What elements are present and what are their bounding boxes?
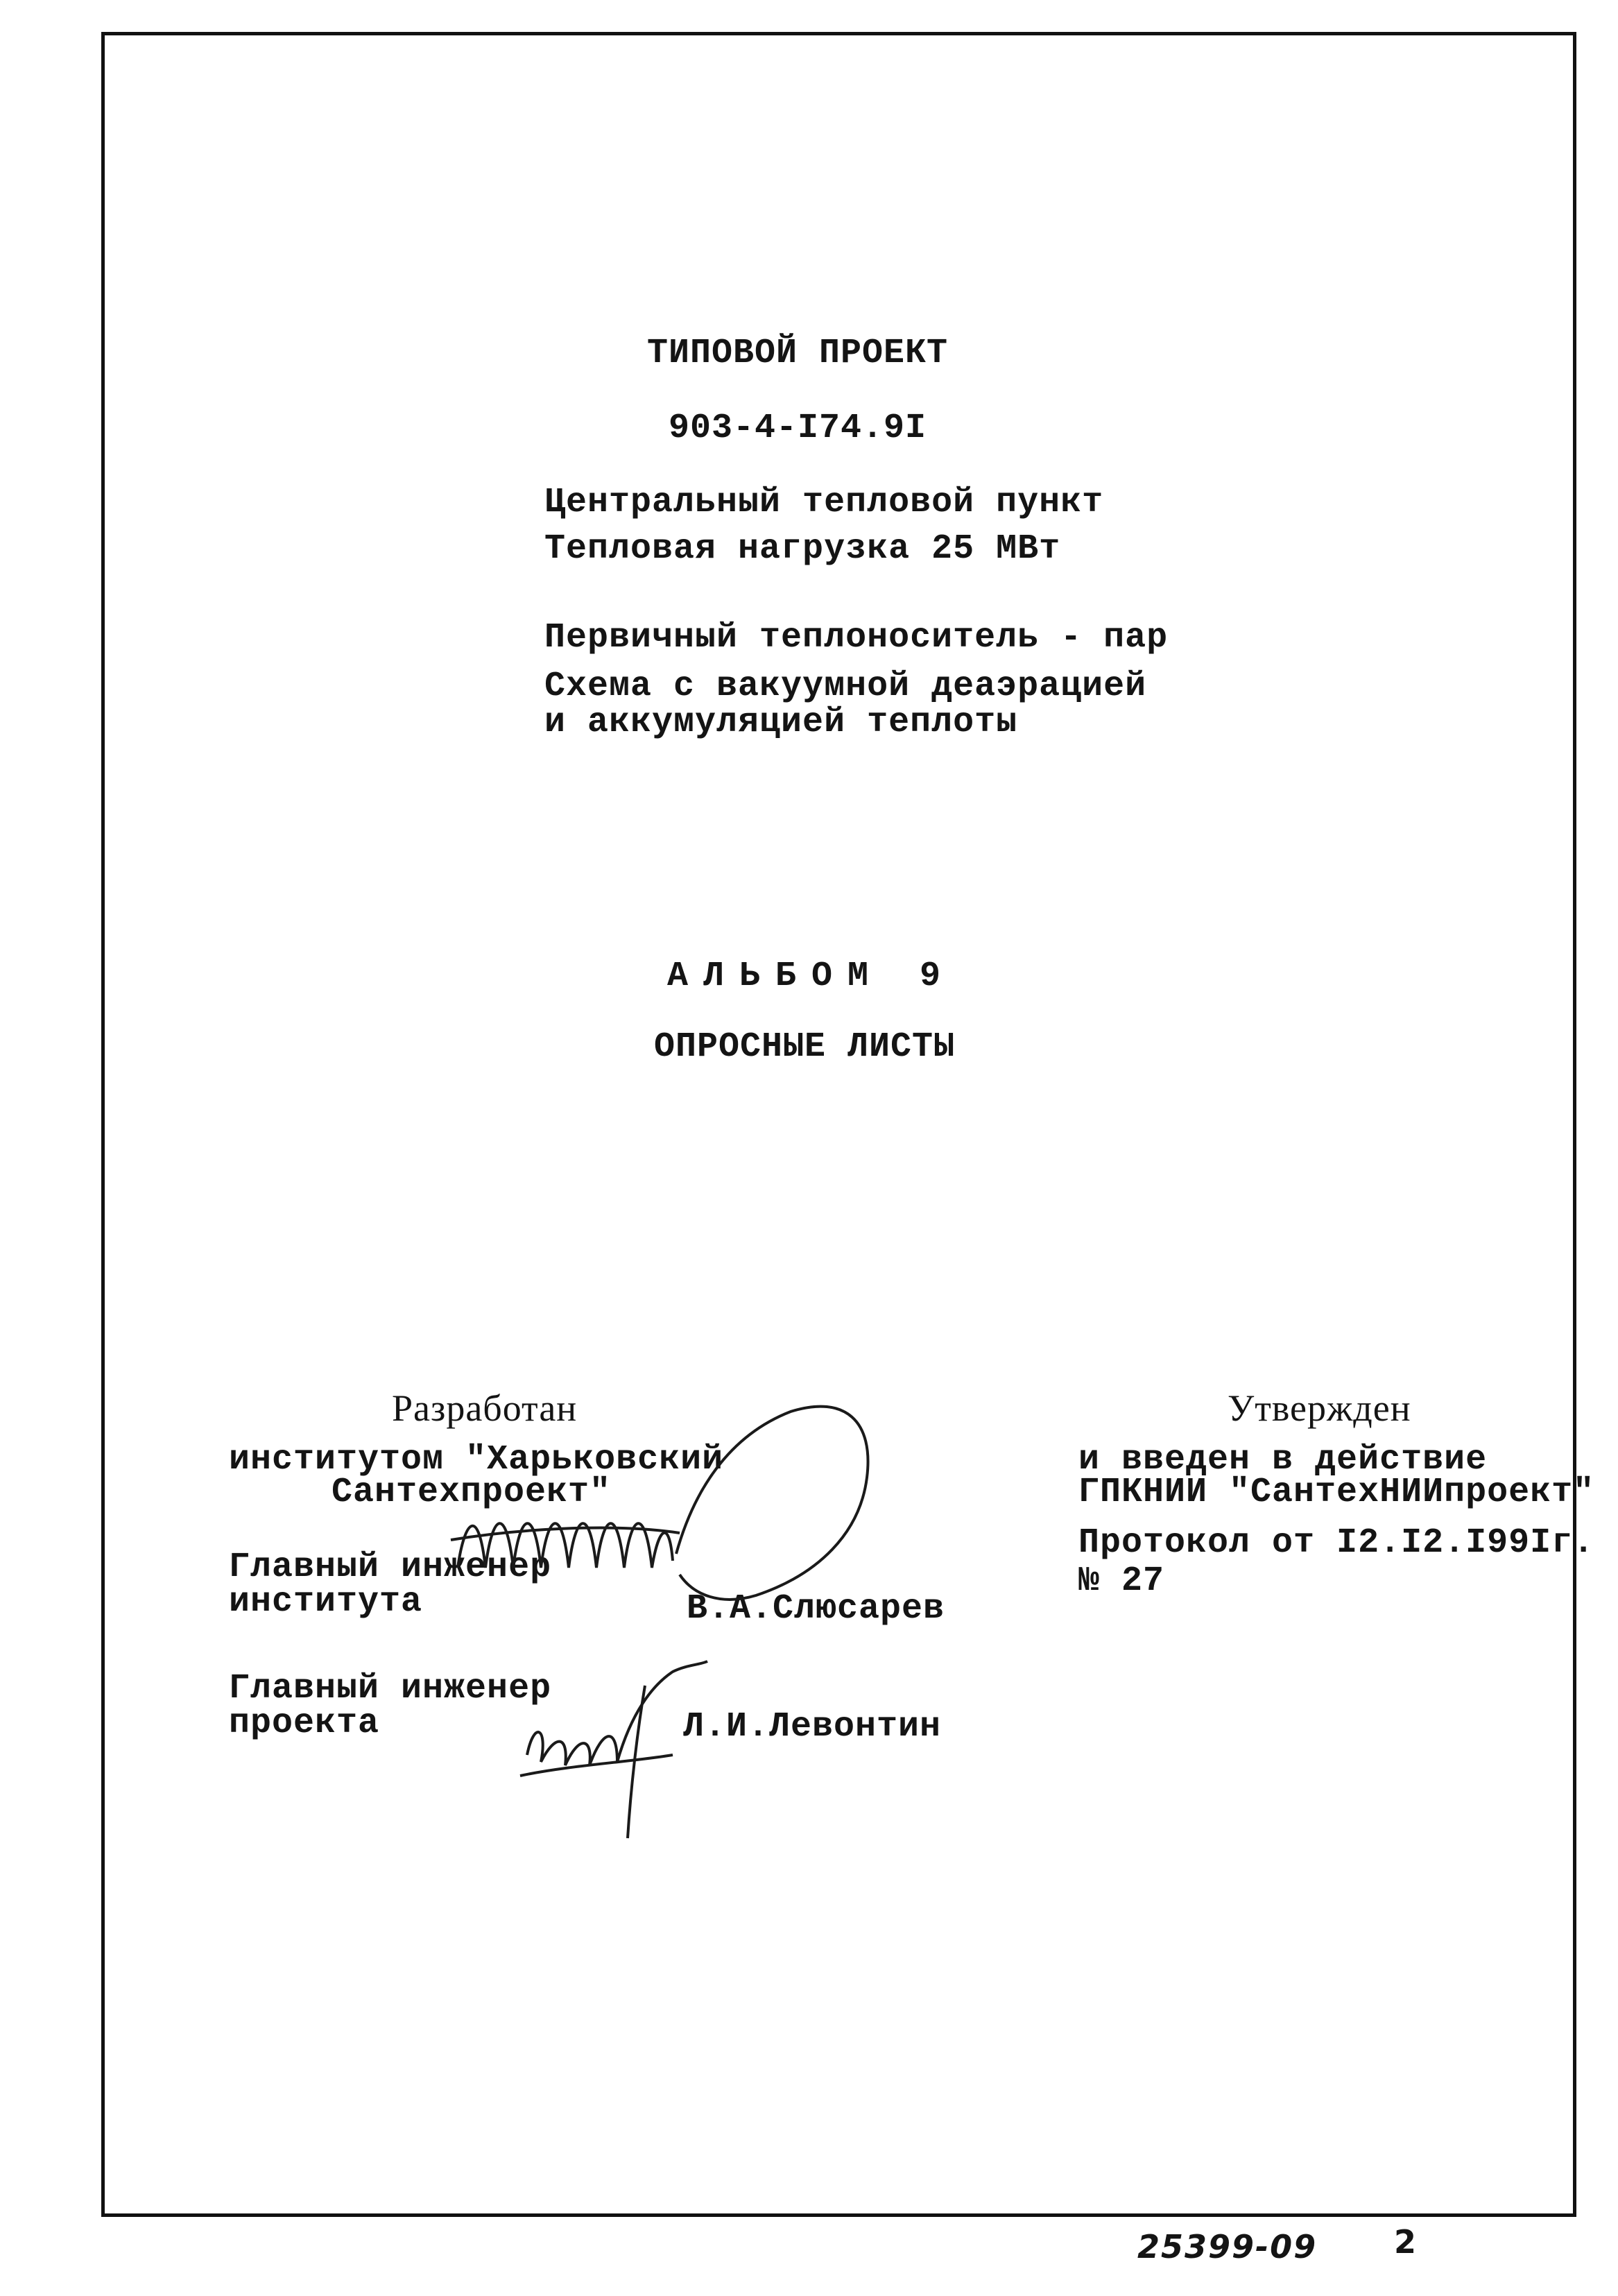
project-number: 903-4-I74.9I (668, 409, 927, 448)
album-subtitle: ОПРОСНЫЕ ЛИСТЫ (653, 1027, 956, 1067)
approved-line1: и введен в действие (1078, 1440, 1488, 1480)
title-line-5: и аккумуляцией теплоты (544, 703, 1018, 742)
developed-org-line1: институтом "Харьковский (229, 1440, 724, 1480)
developed-org-line2: Сантехпроект" (332, 1473, 612, 1512)
approved-protocol-line: Протокол от I2.I2.I99Iг. (1078, 1523, 1595, 1563)
signature-project-engineer (513, 1644, 735, 1845)
title-line-3: Первичный теплоноситель - пар (544, 618, 1169, 658)
chief-engineer-institute-label1: Главный инженер (229, 1548, 552, 1587)
title-line-2: Тепловая нагрузка 25 МВт (544, 529, 1061, 569)
document-number: 25399-09 (1137, 2228, 1318, 2265)
chief-engineer-project-name: Л.И.Левонтин (683, 1707, 942, 1747)
chief-engineer-project-label2: проекта (229, 1704, 380, 1743)
chief-engineer-institute-name: В.А.Слюсарев (687, 1589, 945, 1629)
type-project-label: ТИПОВОЙ ПРОЕКТ (646, 334, 949, 373)
signature-institute-engineer (430, 1394, 929, 1616)
approved-heading: Утвержден (1228, 1387, 1411, 1429)
approved-protocol-number: № 27 (1078, 1561, 1165, 1601)
title-line-4: Схема с вакуумной деаэрацией (544, 667, 1147, 706)
approved-line2: ГПКНИИ "СантехНИИпроект" (1078, 1473, 1595, 1512)
developed-heading: Разработан (392, 1387, 578, 1429)
chief-engineer-project-label1: Главный инженер (229, 1669, 552, 1708)
album-title: АЛЬБОМ 9 (666, 957, 956, 996)
page-number: 2 (1394, 2223, 1418, 2261)
title-line-1: Центральный тепловой пункт (544, 483, 1104, 522)
chief-engineer-institute-label2: института (229, 1582, 423, 1622)
